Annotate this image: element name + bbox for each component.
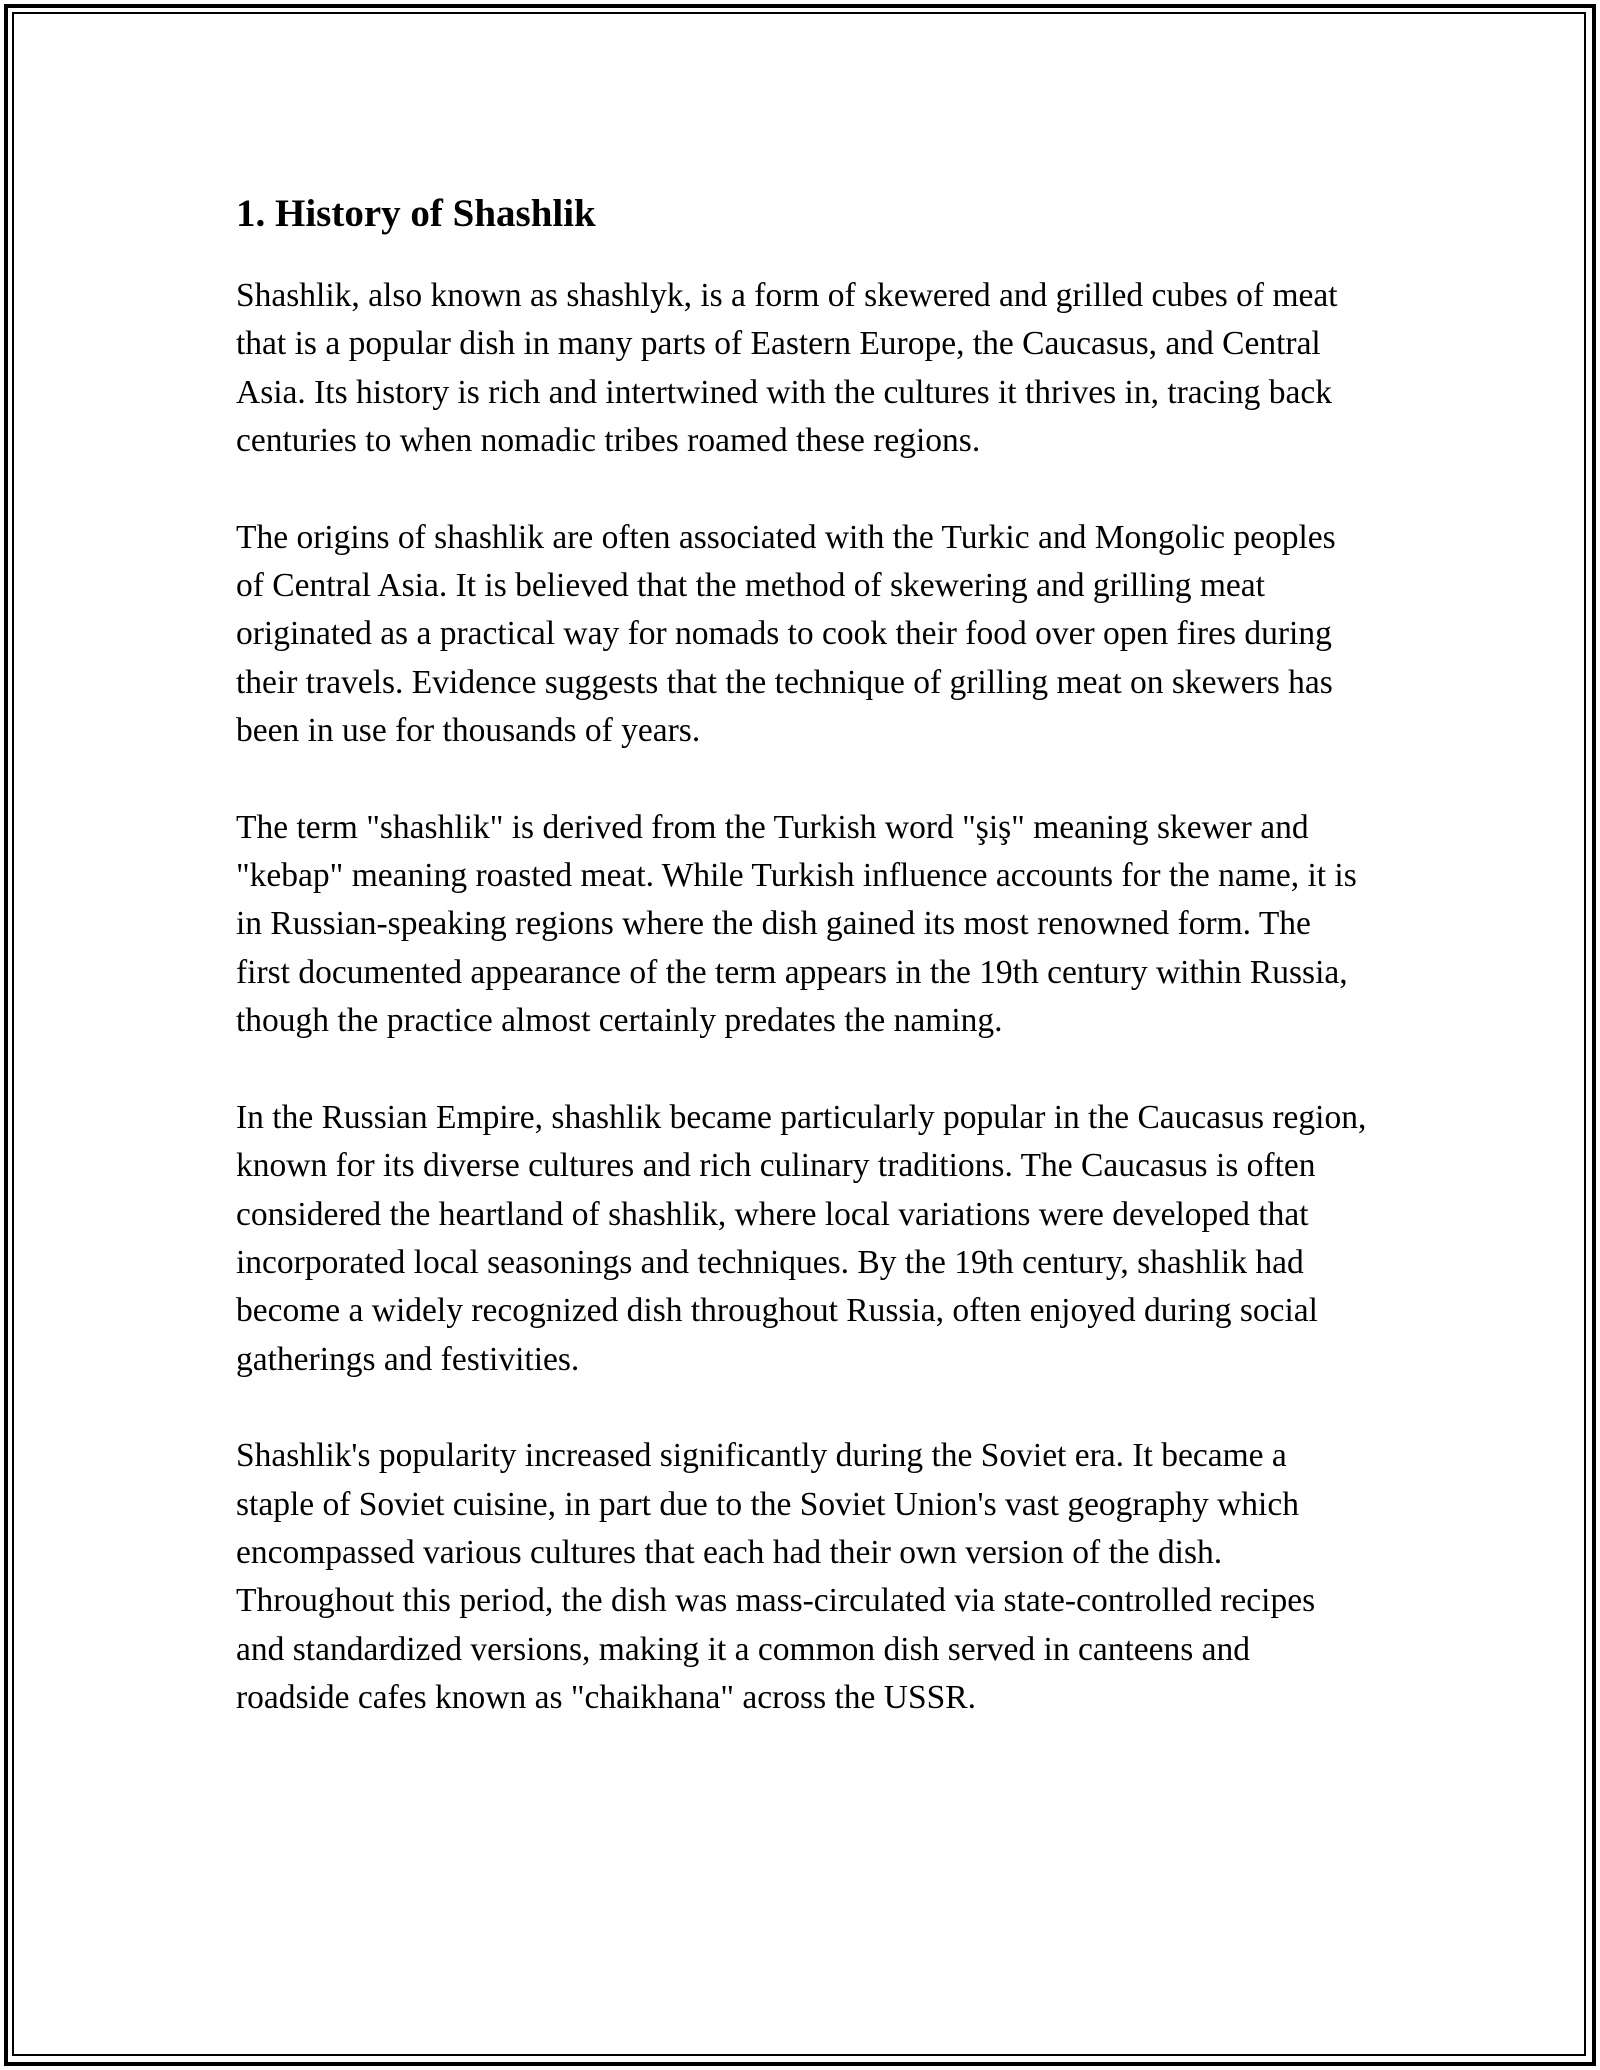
paragraph-soviet-era: Shashlik's popularity increased significantly during the Soviet era. It became a staple of Soviet cuisine, in part due to the Soviet Union's vast geography which encompassed various cultures that each had their own version of the dish. Throughout this period, the dish was mass-circulated via state-controlled recipes and standardized versions, making it a common dish served in canteens and roadside cafes known as "chaikhana" across the USSR. bbox=[236, 1437, 1316, 1717]
section-heading: 1. History of Shashlik bbox=[236, 192, 596, 235]
paragraph-etymology: The term "shashlik" is derived from the Turkish word "şiş" meaning skewer and "kebap" meaning roasted meat. While Turkish influence accounts for the name, it is in Russian-speaking regions where the dish gained its most renowned form. The first documented appearance of the term appears in the 19th century within Russia, though the practice almost certainly predates the naming. bbox=[236, 808, 1357, 1040]
paragraph-overview: Shashlik, also known as shashlyk, is a form of skewered and grilled cubes of meat that is a popular dish in many parts of Eastern Europe, the Caucasus, and Central Asia. Its history is rich and intertwined with the cultures it thrives in, tracing back centuries to when nomadic tribes roamed these regions. bbox=[236, 277, 1338, 460]
paragraph-origins: The origins of shashlik are often associated with the Turkic and Mongolic peoples of Central Asia. It is believed that the method of skewering and grilling meat originated as a practical way for nomads to cook their food over open fires during their travels. Evidence suggests that the technique of grilling meat on skewers has been in use for thousands of years. bbox=[236, 518, 1336, 750]
document-body bbox=[236, 186, 1370, 1771]
paragraph-russian-empire: In the Russian Empire, shashlik became particularly popular in the Caucasus region, known for its diverse cultures and rich culinary traditions. The Caucasus is often considered the heartland of shashlik, where local variations were developed that incorporated local seasonings and techniques. By the 19th century, shashlik had become a widely recognized dish throughout Russia, often enjoyed during social gatherings and festivities. bbox=[236, 1098, 1367, 1378]
